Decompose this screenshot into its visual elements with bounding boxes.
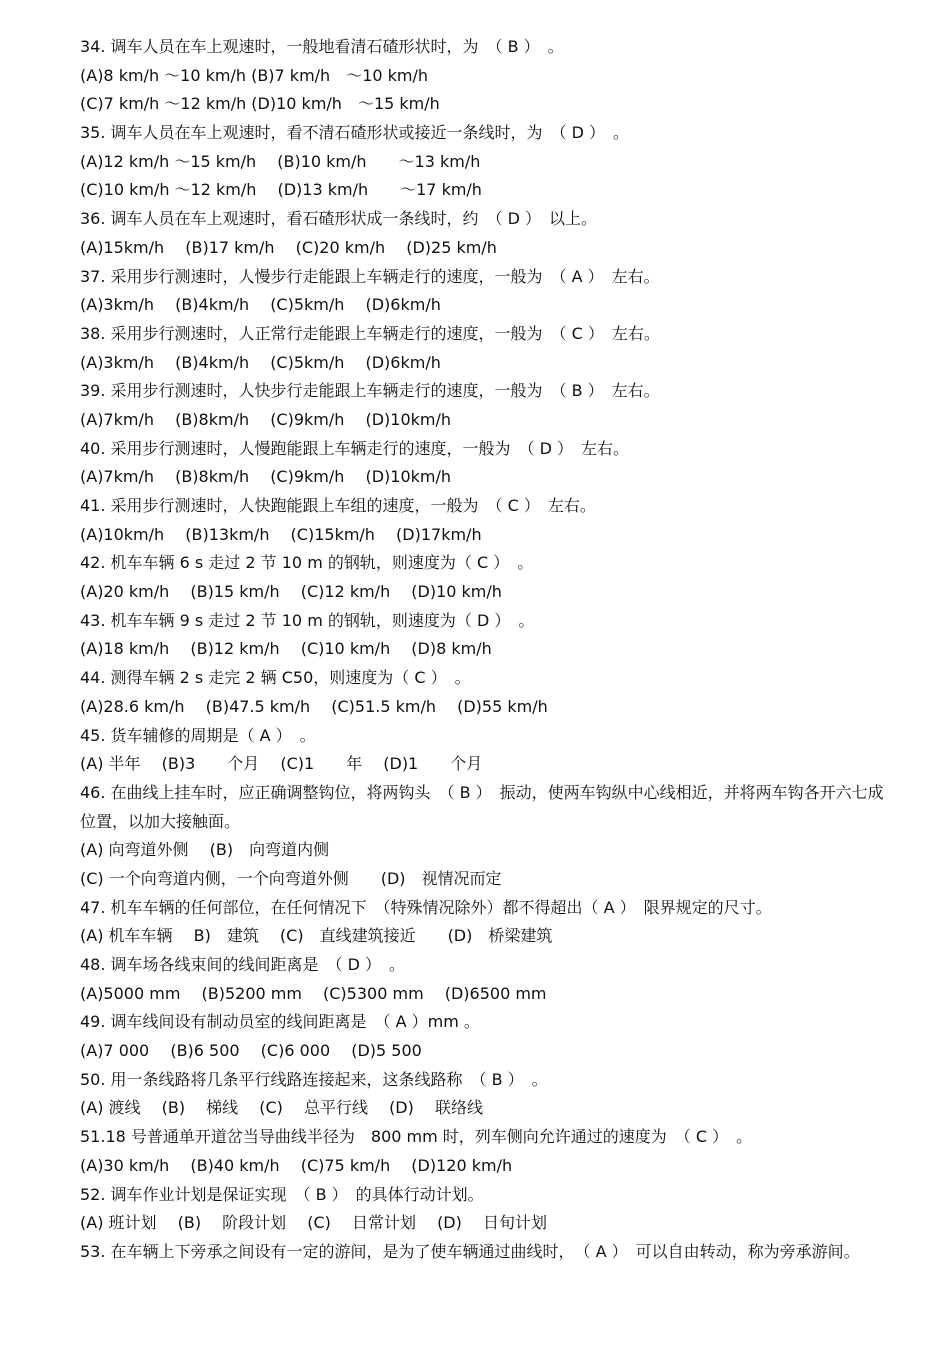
question-39: 39. 采用步行测速时，人快步行走能跟上车辆走行的速度，一般为 （ B ） 左右。 xyxy=(80,381,660,401)
options-51: (A)30 km/h (B)40 km/h (C)75 km/h (D)120 km/h xyxy=(80,1155,513,1175)
question-43: 43. 机车车辆 9 s 走过 2 节 10 m 的钢轨，则速度为（ D ） 。 xyxy=(80,610,535,630)
options-52: (A) 班计划 (B) 阶段计划 (C) 日常计划 (D) 日旬计划 xyxy=(80,1213,547,1233)
question-35: 35. 调车人员在车上观速时，看不清石碴形状或接近一条线时，为 （ D ） 。 xyxy=(80,123,630,143)
options-34-cd: (C)7 km/h ～12 km/h (D)10 km/h ～15 km/h xyxy=(80,94,440,114)
options-34-ab: (A)8 km/h ～10 km/h (B)7 km/h ～10 km/h xyxy=(80,65,429,85)
question-40: 40. 采用步行测速时，人慢跑能跟上车辆走行的速度，一般为 （ D ） 左右。 xyxy=(80,438,630,458)
options-44: (A)28.6 km/h (B)47.5 km/h (C)51.5 km/h (D)55 km/h xyxy=(80,696,548,716)
options-35-ab: (A)12 km/h ～15 km/h (B)10 km/h ～13 km/h xyxy=(80,151,481,171)
question-36: 36. 调车人员在车上观速时，看石碴形状成一条线时，约 （ D ） 以上。 xyxy=(80,209,598,229)
question-46: 46. 在曲线上挂车时，应正确调整钩位，将两钩头 （ B ） 振动，使两车钩纵中心线相近，并将两车钩各开六七成位置，以加大接触面。 xyxy=(80,782,884,831)
options-41: (A)10km/h (B)13km/h (C)15km/h (D)17km/h xyxy=(80,524,482,544)
question-37: 37. 采用步行测速时，人慢步行走能跟上车辆走行的速度，一般为 （ A ） 左右。 xyxy=(80,266,660,286)
options-42: (A)20 km/h (B)15 km/h (C)12 km/h (D)10 km/h xyxy=(80,582,502,602)
options-46-cd: (C) 一个向弯道内侧，一个向弯道外侧 (D) 视情况而定 xyxy=(80,868,502,888)
question-45: 45. 货车辅修的周期是（ A ） 。 xyxy=(80,725,316,745)
question-44: 44. 测得车辆 2 s 走完 2 辆 C50，则速度为（ C ） 。 xyxy=(80,668,471,688)
question-51: 51.18 号普通单开道岔当导曲线半径为 800 mm 时，列车侧向允许通过的速度为 （ C ） 。 xyxy=(80,1127,753,1147)
options-43: (A)18 km/h (B)12 km/h (C)10 km/h (D)8 km/h xyxy=(80,639,492,659)
question-34: 34. 调车人员在车上观速时，一般地看清石碴形状时，为 （ B ） 。 xyxy=(80,37,564,56)
options-36: (A)15km/h (B)17 km/h (C)20 km/h (D)25 km/h xyxy=(80,237,497,257)
question-41: 41. 采用步行测速时，人快跑能跟上车组的速度，一般为 （ C ） 左右。 xyxy=(80,496,596,515)
question-42: 42. 机车车辆 6 s 走过 2 节 10 m 的钢轨，则速度为（ C ） 。 xyxy=(80,553,534,573)
question-38: 38. 采用步行测速时，人正常行走能跟上车辆走行的速度，一般为 （ C ） 左右。 xyxy=(80,323,660,343)
options-40: (A)7km/h (B)8km/h (C)9km/h (D)10km/h xyxy=(80,467,452,487)
options-47: (A) 机车车辆 B) 建筑 (C) 直线建筑接近 (D) 桥梁建筑 xyxy=(80,926,553,946)
question-47: 47. 机车车辆的任何部位，在任何情况下 （特殊情况除外）都不得超出（ A ） 限界规定的尺寸。 xyxy=(80,897,772,917)
options-39: (A)7km/h (B)8km/h (C)9km/h (D)10km/h xyxy=(80,409,452,429)
question-52: 52. 调车作业计划是保证实现 （ B ） 的具体行动计划。 xyxy=(80,1184,484,1204)
options-37: (A)3km/h (B)4km/h (C)5km/h (D)6km/h xyxy=(80,295,441,315)
options-35-cd: (C)10 km/h ～12 km/h (D)13 km/h ～17 km/h xyxy=(80,180,482,200)
question-48: 48. 调车场各线束间的线间距离是 （ D ） 。 xyxy=(80,955,406,975)
question-49: 49. 调车线间设有制动员室的线间距离是 （ A ）mm 。 xyxy=(80,1012,480,1032)
question-53: 53. 在车辆上下旁承之间设有一定的游间，是为了使车辆通过曲线时， （ A ） 可以自由转动，称为旁承游间。 xyxy=(80,1241,860,1261)
options-38: (A)3km/h (B)4km/h (C)5km/h (D)6km/h xyxy=(80,352,441,372)
options-50: (A) 渡线 (B) 梯线 (C) 总平行线 (D) 联络线 xyxy=(80,1098,483,1118)
options-49: (A)7 000 (B)6 500 (C)6 000 (D)5 500 xyxy=(80,1041,422,1061)
question-50: 50. 用一条线路将几条平行线路连接起来，这条线路称 （ B ） 。 xyxy=(80,1069,548,1089)
options-46-ab: (A) 向弯道外侧 (B) 向弯道内侧 xyxy=(80,840,330,860)
options-48: (A)5000 mm (B)5200 mm (C)5300 mm (D)6500 mm xyxy=(80,983,547,1003)
options-45: (A) 半年 (B)3 个月 (C)1 年 (D)1 个月 xyxy=(80,754,483,774)
